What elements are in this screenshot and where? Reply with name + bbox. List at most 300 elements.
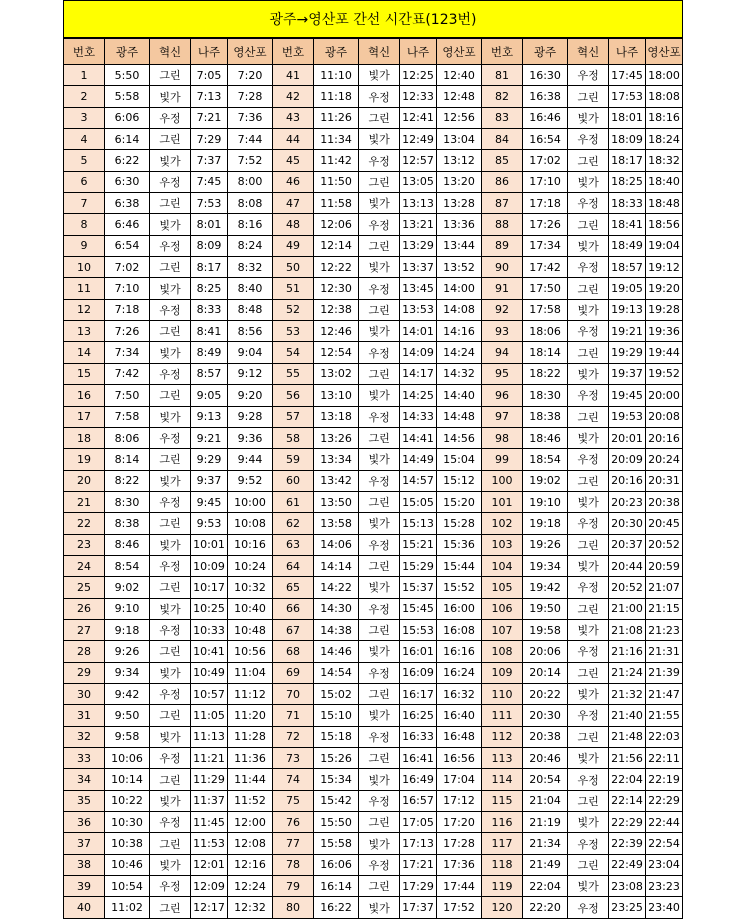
trip-number-cell: 6 [64,171,105,192]
table-row [64,897,683,918]
time-cell: 빛가 [359,897,400,918]
time-cell: 9:58 [104,726,149,747]
time-cell: 12:54 [314,342,359,363]
trip-number-cell: 96 [482,385,523,406]
time-cell: 9:13 [191,406,228,427]
time-cell: 19:52 [645,363,682,384]
table-row [64,406,683,427]
time-cell: 21:16 [609,641,646,662]
time-cell: 8:41 [191,321,228,342]
table-row [64,577,683,598]
time-cell: 12:38 [314,299,359,320]
trip-number-cell: 57 [273,406,314,427]
time-cell: 12:08 [227,833,272,854]
time-cell: 9:10 [104,598,149,619]
time-cell: 빛가 [150,662,191,683]
time-cell: 그린 [359,491,400,512]
trip-number-cell: 12 [64,299,105,320]
time-cell: 빛가 [359,833,400,854]
time-cell: 14:22 [314,577,359,598]
time-cell: 18:48 [645,193,682,214]
trip-number-cell: 11 [64,278,105,299]
time-cell: 우정 [150,812,191,833]
trip-number-cell: 70 [273,683,314,704]
time-cell: 8:57 [191,363,228,384]
time-cell: 14:54 [314,662,359,683]
time-cell: 5:58 [104,86,149,107]
time-cell: 18:22 [523,363,568,384]
time-cell: 11:28 [227,726,272,747]
time-cell: 빛가 [359,257,400,278]
time-cell: 11:44 [227,769,272,790]
time-cell: 15:20 [436,491,481,512]
time-cell: 19:20 [645,278,682,299]
time-cell: 15:13 [400,513,437,534]
time-cell: 15:50 [314,812,359,833]
table-row [64,683,683,704]
time-cell: 6:22 [104,150,149,171]
table-row [64,193,683,214]
time-cell: 22:03 [645,726,682,747]
trip-number-cell: 31 [64,705,105,726]
time-cell: 우정 [150,491,191,512]
time-cell: 20:46 [523,748,568,769]
time-cell: 19:34 [523,555,568,576]
time-cell: 12:22 [314,257,359,278]
trip-number-cell: 32 [64,726,105,747]
time-cell: 11:04 [227,662,272,683]
table-row [64,491,683,512]
time-cell: 8:40 [227,278,272,299]
time-cell: 그린 [568,150,609,171]
trip-number-cell: 23 [64,534,105,555]
trip-number-cell: 8 [64,214,105,235]
time-cell: 13:26 [314,427,359,448]
time-cell: 12:25 [400,65,437,86]
column-header: 번호 [64,39,105,65]
trip-number-cell: 20 [64,470,105,491]
table-row [64,854,683,875]
table-row [64,470,683,491]
table-row [64,662,683,683]
time-cell: 11:37 [191,790,228,811]
time-cell: 10:46 [104,854,149,875]
time-cell: 22:29 [609,812,646,833]
time-cell: 21:39 [645,662,682,683]
table-row [64,150,683,171]
table-row [64,769,683,790]
time-cell: 21:34 [523,833,568,854]
time-cell: 우정 [568,385,609,406]
trip-number-cell: 94 [482,342,523,363]
time-cell: 우정 [150,299,191,320]
time-cell: 16:57 [400,790,437,811]
time-cell: 그린 [150,257,191,278]
time-cell: 12:33 [400,86,437,107]
time-cell: 빛가 [359,705,400,726]
time-cell: 18:32 [645,150,682,171]
trip-number-cell: 45 [273,150,314,171]
time-cell: 7:28 [227,86,272,107]
time-cell: 18:56 [645,214,682,235]
column-header: 혁신 [359,39,400,65]
time-cell: 우정 [150,235,191,256]
trip-number-cell: 26 [64,598,105,619]
time-cell: 13:50 [314,491,359,512]
time-cell: 우정 [359,278,400,299]
time-cell: 19:02 [523,470,568,491]
time-cell: 16:14 [314,876,359,897]
time-cell: 빛가 [359,577,400,598]
trip-number-cell: 3 [64,107,105,128]
time-cell: 우정 [568,577,609,598]
time-cell: 7:20 [227,65,272,86]
column-header: 영산포 [645,39,682,65]
trip-number-cell: 114 [482,769,523,790]
time-cell: 17:20 [436,812,481,833]
time-cell: 우정 [359,598,400,619]
time-cell: 빛가 [150,790,191,811]
time-cell: 18:08 [645,86,682,107]
time-cell: 17:42 [523,257,568,278]
time-cell: 16:38 [523,86,568,107]
time-cell: 10:40 [227,598,272,619]
trip-number-cell: 34 [64,769,105,790]
time-cell: 그린 [359,363,400,384]
trip-number-cell: 46 [273,171,314,192]
trip-number-cell: 25 [64,577,105,598]
trip-number-cell: 85 [482,150,523,171]
time-cell: 21:07 [645,577,682,598]
time-cell: 13:05 [400,171,437,192]
trip-number-cell: 42 [273,86,314,107]
time-cell: 그린 [150,193,191,214]
column-header: 광주 [314,39,359,65]
time-cell: 20:52 [609,577,646,598]
trip-number-cell: 41 [273,65,314,86]
time-cell: 6:54 [104,235,149,256]
trip-number-cell: 109 [482,662,523,683]
time-cell: 9:42 [104,683,149,704]
time-cell: 12:57 [400,150,437,171]
time-cell: 11:58 [314,193,359,214]
time-cell: 9:44 [227,449,272,470]
header-row [64,39,683,65]
trip-number-cell: 72 [273,726,314,747]
trip-number-cell: 61 [273,491,314,512]
trip-number-cell: 39 [64,876,105,897]
time-cell: 그린 [359,427,400,448]
time-cell: 12:16 [227,854,272,875]
time-cell: 17:37 [400,897,437,918]
time-cell: 11:45 [191,812,228,833]
time-cell: 우정 [568,705,609,726]
time-cell: 19:28 [645,299,682,320]
time-cell: 우정 [150,363,191,384]
time-cell: 15:28 [436,513,481,534]
column-header: 나주 [609,39,646,65]
time-cell: 15:21 [400,534,437,555]
time-cell: 그린 [568,278,609,299]
time-cell: 10:48 [227,619,272,640]
time-cell: 10:32 [227,577,272,598]
trip-number-cell: 115 [482,790,523,811]
time-cell: 13:20 [436,171,481,192]
time-cell: 20:16 [609,470,646,491]
time-cell: 15:53 [400,619,437,640]
time-cell: 7:58 [104,406,149,427]
trip-number-cell: 59 [273,449,314,470]
time-cell: 22:19 [645,769,682,790]
time-cell: 그린 [359,876,400,897]
time-cell: 10:24 [227,555,272,576]
trip-number-cell: 89 [482,235,523,256]
time-cell: 빛가 [359,193,400,214]
time-cell: 7:50 [104,385,149,406]
column-header: 혁신 [150,39,191,65]
table-row [64,598,683,619]
time-cell: 11:10 [314,65,359,86]
time-cell: 우정 [359,854,400,875]
trip-number-cell: 33 [64,748,105,769]
time-cell: 빛가 [568,491,609,512]
time-cell: 20:09 [609,449,646,470]
time-cell: 그린 [568,598,609,619]
time-cell: 20:54 [523,769,568,790]
table-row [64,449,683,470]
time-cell: 빛가 [359,769,400,790]
time-cell: 15:29 [400,555,437,576]
time-cell: 15:58 [314,833,359,854]
time-cell: 빛가 [359,641,400,662]
trip-number-cell: 43 [273,107,314,128]
time-cell: 19:29 [609,342,646,363]
time-cell: 우정 [150,427,191,448]
time-cell: 그린 [150,705,191,726]
time-cell: 우정 [568,193,609,214]
table-row [64,876,683,897]
table-row [64,129,683,150]
time-cell: 빛가 [359,513,400,534]
time-cell: 21:47 [645,683,682,704]
time-cell: 14:25 [400,385,437,406]
trip-number-cell: 110 [482,683,523,704]
time-cell: 16:25 [400,705,437,726]
time-cell: 18:41 [609,214,646,235]
time-cell: 20:01 [609,427,646,448]
column-header: 광주 [104,39,149,65]
time-cell: 9:53 [191,513,228,534]
trip-number-cell: 119 [482,876,523,897]
time-cell: 11:36 [227,748,272,769]
time-cell: 14:24 [436,342,481,363]
table-row [64,427,683,448]
time-cell: 빛가 [150,214,191,235]
table-row [64,171,683,192]
time-cell: 우정 [359,342,400,363]
time-cell: 16:30 [523,65,568,86]
time-cell: 20:24 [645,449,682,470]
trip-number-cell: 4 [64,129,105,150]
time-cell: 13:34 [314,449,359,470]
time-cell: 15:02 [314,683,359,704]
time-cell: 20:14 [523,662,568,683]
table-row [64,86,683,107]
trip-number-cell: 7 [64,193,105,214]
trip-number-cell: 10 [64,257,105,278]
time-cell: 22:29 [645,790,682,811]
time-cell: 14:32 [436,363,481,384]
time-cell: 17:26 [523,214,568,235]
time-cell: 17:10 [523,171,568,192]
time-cell: 18:33 [609,193,646,214]
time-cell: 그린 [150,769,191,790]
time-cell: 그린 [359,235,400,256]
time-cell: 6:30 [104,171,149,192]
time-cell: 9:36 [227,427,272,448]
time-cell: 13:12 [436,150,481,171]
trip-number-cell: 5 [64,150,105,171]
time-cell: 21:23 [645,619,682,640]
time-cell: 7:42 [104,363,149,384]
time-cell: 그린 [150,897,191,918]
time-cell: 18:14 [523,342,568,363]
time-cell: 15:52 [436,577,481,598]
time-cell: 18:09 [609,129,646,150]
trip-number-cell: 74 [273,769,314,790]
time-cell: 빛가 [150,470,191,491]
table-row [64,619,683,640]
time-cell: 그린 [150,65,191,86]
table-row [64,705,683,726]
time-cell: 16:32 [436,683,481,704]
time-cell: 10:16 [227,534,272,555]
trip-number-cell: 105 [482,577,523,598]
time-cell: 19:04 [645,235,682,256]
time-cell: 그린 [568,534,609,555]
time-cell: 7:13 [191,86,228,107]
time-cell: 19:21 [609,321,646,342]
trip-number-cell: 35 [64,790,105,811]
table-row [64,363,683,384]
time-cell: 빛가 [568,748,609,769]
time-cell: 17:53 [609,86,646,107]
time-cell: 6:06 [104,107,149,128]
time-cell: 13:44 [436,235,481,256]
trip-number-cell: 101 [482,491,523,512]
table-row [64,513,683,534]
time-cell: 16:33 [400,726,437,747]
time-cell: 20:08 [645,406,682,427]
time-cell: 15:45 [400,598,437,619]
time-cell: 우정 [568,641,609,662]
table-row [64,812,683,833]
time-cell: 빛가 [568,555,609,576]
time-cell: 7:52 [227,150,272,171]
time-cell: 23:40 [645,897,682,918]
table-row [64,235,683,256]
trip-number-cell: 68 [273,641,314,662]
time-cell: 16:40 [436,705,481,726]
trip-number-cell: 17 [64,406,105,427]
trip-number-cell: 16 [64,385,105,406]
time-cell: 7:36 [227,107,272,128]
time-cell: 19:37 [609,363,646,384]
time-cell: 7:02 [104,257,149,278]
trip-number-cell: 93 [482,321,523,342]
time-cell: 9:34 [104,662,149,683]
time-cell: 16:06 [314,854,359,875]
time-cell: 우정 [568,769,609,790]
time-cell: 8:30 [104,491,149,512]
time-cell: 8:25 [191,278,228,299]
trip-number-cell: 40 [64,897,105,918]
trip-number-cell: 21 [64,491,105,512]
time-cell: 18:24 [645,129,682,150]
time-cell: 그린 [568,854,609,875]
time-cell: 19:50 [523,598,568,619]
trip-number-cell: 100 [482,470,523,491]
time-cell: 18:30 [523,385,568,406]
time-cell: 14:49 [400,449,437,470]
trip-number-cell: 88 [482,214,523,235]
time-cell: 20:38 [523,726,568,747]
trip-number-cell: 102 [482,513,523,534]
trip-number-cell: 78 [273,854,314,875]
time-cell: 8:24 [227,235,272,256]
time-cell: 12:00 [227,812,272,833]
time-cell: 6:38 [104,193,149,214]
trip-number-cell: 60 [273,470,314,491]
trip-number-cell: 104 [482,555,523,576]
time-cell: 9:50 [104,705,149,726]
time-cell: 우정 [568,65,609,86]
trip-number-cell: 13 [64,321,105,342]
time-cell: 12:14 [314,235,359,256]
time-cell: 8:56 [227,321,272,342]
time-cell: 빛가 [568,812,609,833]
trip-number-cell: 49 [273,235,314,256]
time-cell: 11:53 [191,833,228,854]
time-cell: 7:21 [191,107,228,128]
time-cell: 10:25 [191,598,228,619]
time-cell: 23:25 [609,897,646,918]
time-cell: 빛가 [568,235,609,256]
time-cell: 20:00 [645,385,682,406]
time-cell: 빛가 [150,278,191,299]
time-cell: 그린 [150,321,191,342]
time-cell: 빛가 [568,107,609,128]
time-cell: 그린 [150,833,191,854]
time-cell: 10:08 [227,513,272,534]
table-row [64,321,683,342]
table-row [64,641,683,662]
time-cell: 19:26 [523,534,568,555]
time-cell: 우정 [359,214,400,235]
trip-number-cell: 90 [482,257,523,278]
trip-number-cell: 95 [482,363,523,384]
time-cell: 14:09 [400,342,437,363]
trip-number-cell: 63 [273,534,314,555]
time-cell: 22:39 [609,833,646,854]
time-cell: 19:10 [523,491,568,512]
time-cell: 우정 [359,662,400,683]
time-cell: 14:14 [314,555,359,576]
time-cell: 14:48 [436,406,481,427]
trip-number-cell: 81 [482,65,523,86]
time-cell: 9:05 [191,385,228,406]
time-cell: 12:32 [227,897,272,918]
